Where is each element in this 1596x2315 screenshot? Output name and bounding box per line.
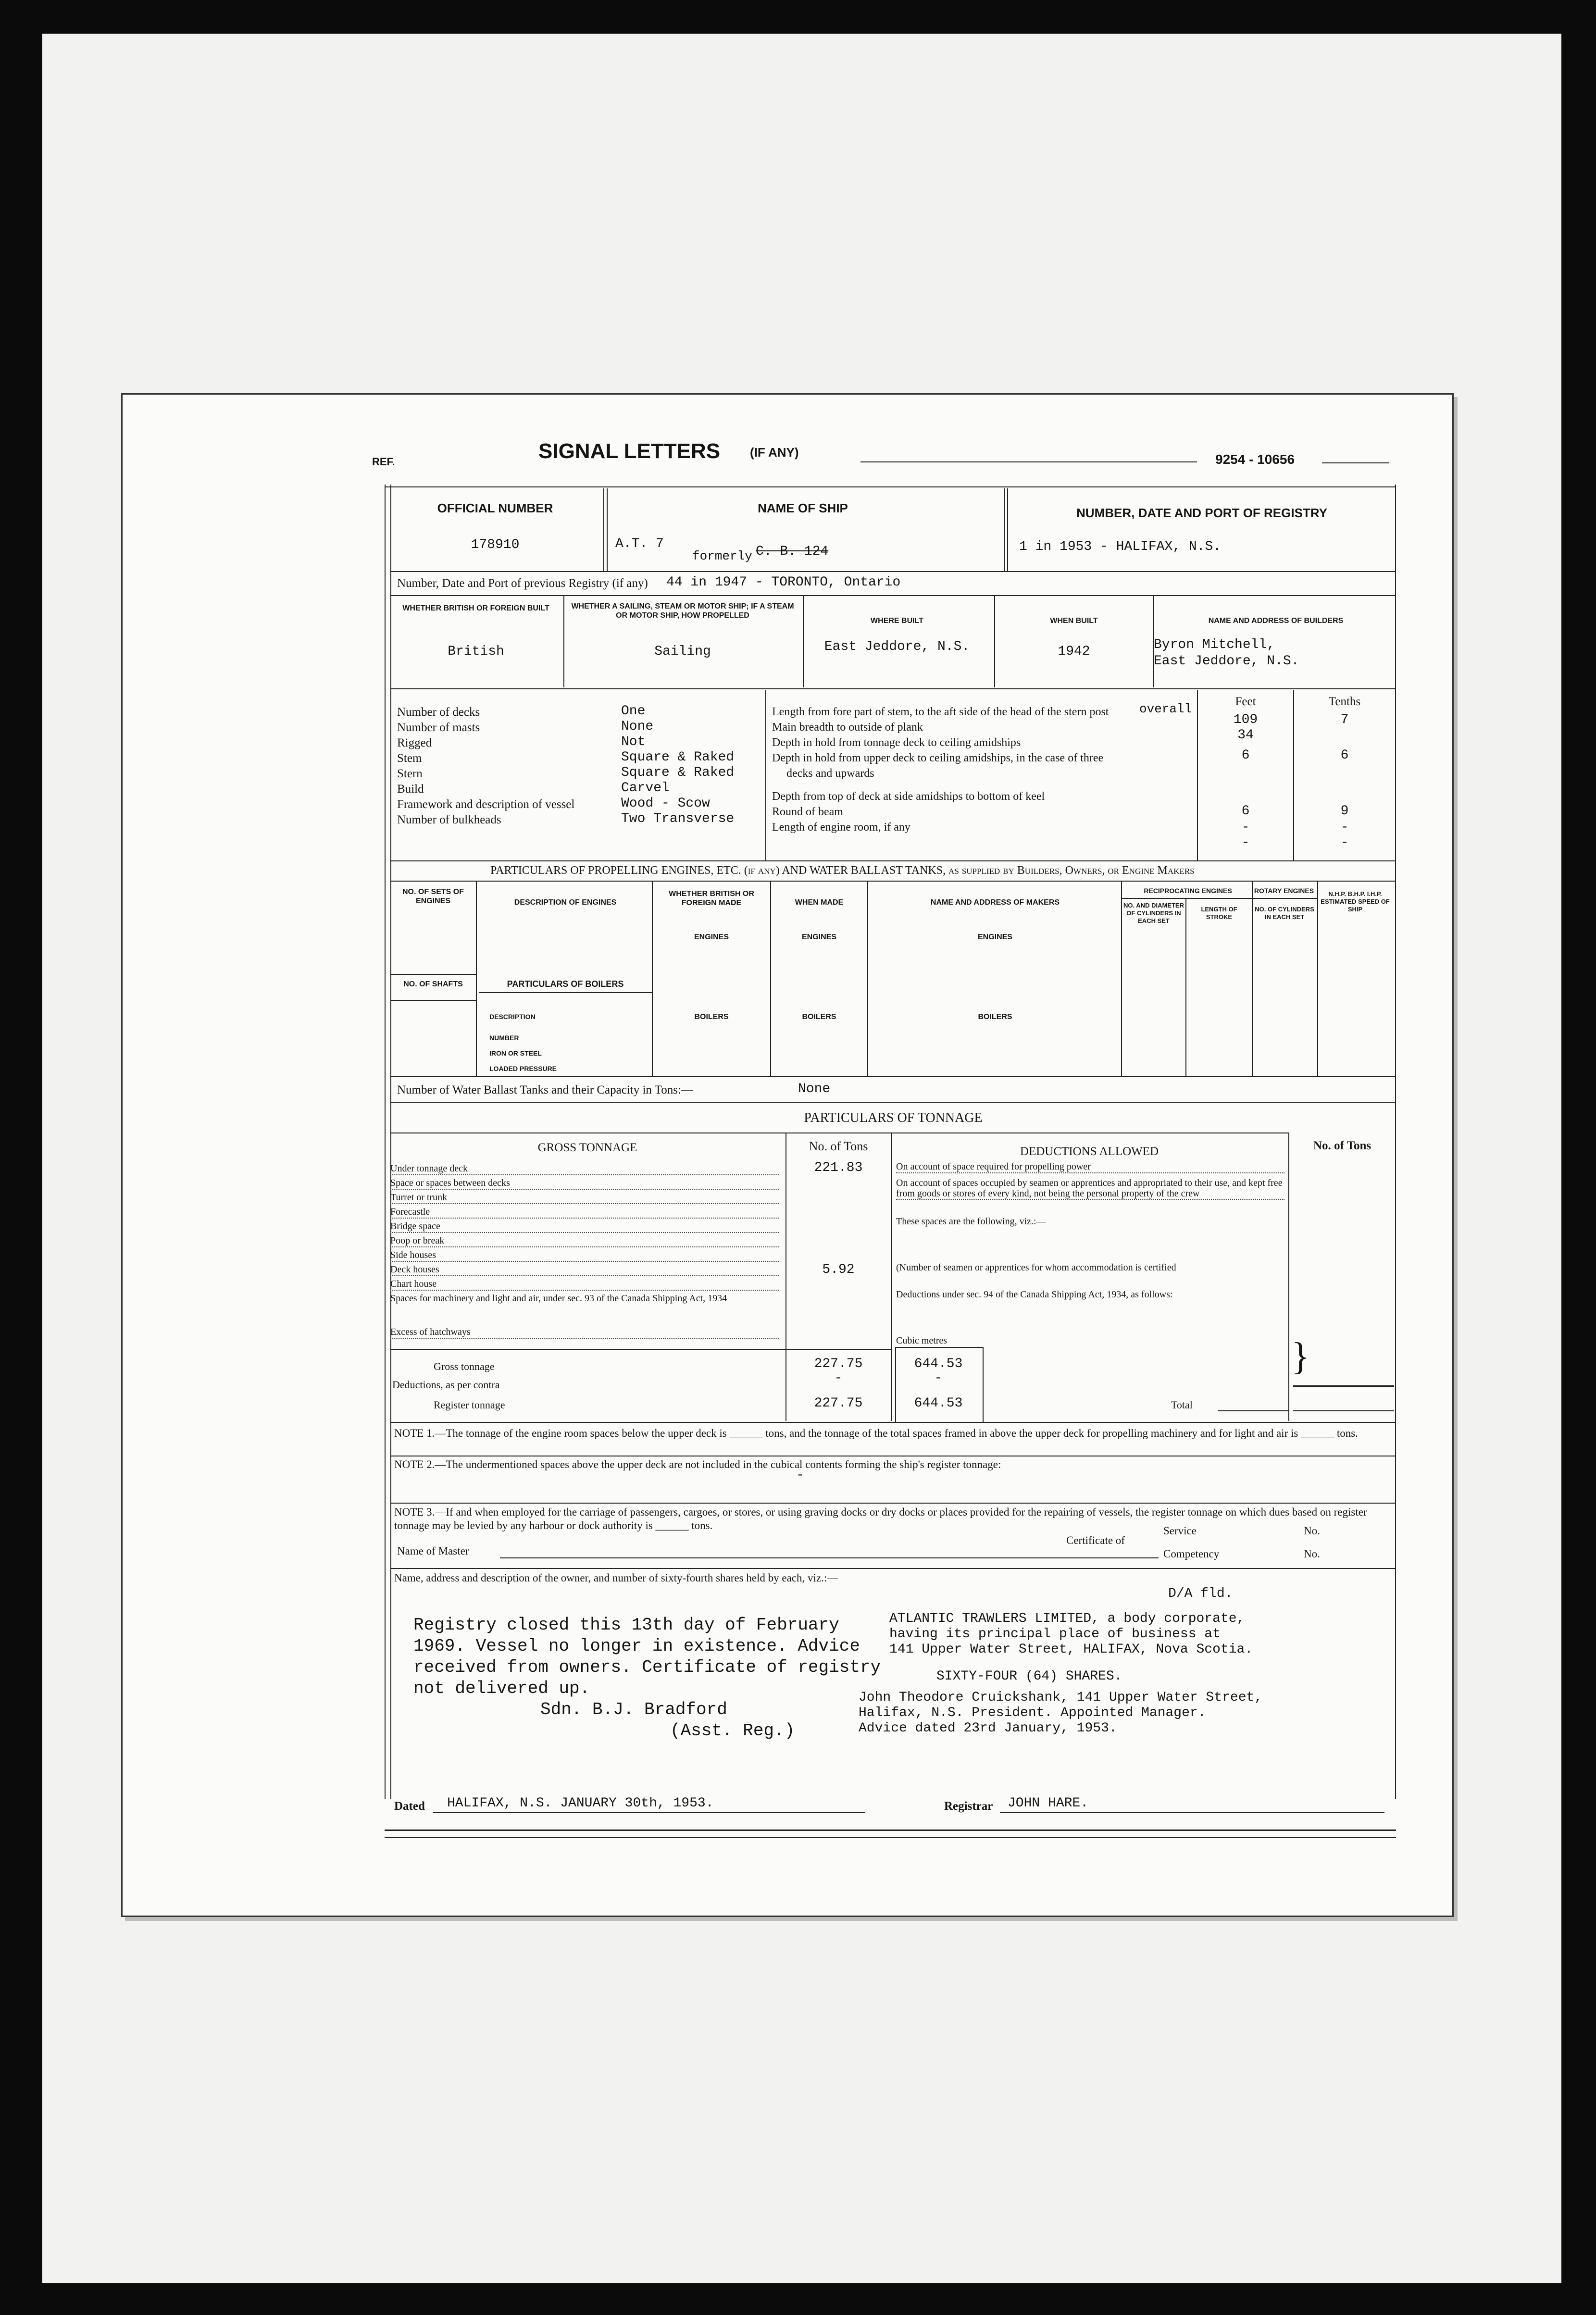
shafts-top-line [390,974,477,975]
particular-label: Number of masts [397,721,480,734]
particular-label: Framework and description of vessel [397,798,575,811]
closure-line-2: 1969. Vessel no longer in existence. Advice [413,1636,860,1656]
manager-line-3: Advice dated 23rd January, 1953. [859,1721,1117,1736]
feet-label: Feet [1235,695,1256,708]
official-number-value: 178910 [471,537,520,552]
particulars-bottom-line [390,860,1396,861]
register-tonnage-label: Register tonnage [434,1399,505,1411]
deduction-line: Deductions under sec. 94 of the Canada Shipping Act, 1934, as follows: [896,1289,1173,1300]
particulars-divider [765,690,766,860]
tenths-label: Tenths [1328,695,1361,708]
gross-item-label: Poop or break [390,1235,779,1247]
when-built-label: WHEN BUILT [1050,617,1098,625]
rotary-cyl-header: NO. OF CYLINDERS IN EACH SET [1255,906,1314,921]
engines-when-header: WHEN MADE [795,898,844,907]
header-divider-2b [1007,488,1008,571]
builders-line-1: Byron Mitchell, [1154,637,1275,652]
header-divider-2 [1004,488,1005,571]
previous-registry-line [390,595,1396,596]
registrar-line [1000,1812,1384,1813]
engines-desc-header: DESCRIPTION OF ENGINES [514,898,617,907]
engines-makers-header: NAME AND ADDRESS OF MAKERS [930,898,1060,907]
formerly-value: C. B. 124 [756,544,829,559]
port-of-registry-value: 1 in 1953 - HALIFAX, N.S. [1019,539,1222,554]
name-of-ship-value: A.T. 7 [615,536,664,551]
registrar-label: Registrar [944,1800,993,1813]
deductions-header: DEDUCTIONS ALLOWED [1020,1145,1159,1158]
right-total-rule-2 [1293,1410,1394,1411]
recip-engines-label: RECIPROCATING ENGINES [1144,887,1232,895]
particular-label: Number of decks [397,706,480,719]
engines-word-3: ENGINES [977,933,1012,941]
engines-sets-header: NO. OF SETS OF ENGINES [402,888,464,905]
tonnage-title: PARTICULARS OF TONNAGE [804,1110,983,1125]
dated-value: HALIFAX, N.S. JANUARY 30th, 1953. [447,1796,714,1811]
engines-british-header: WHETHER BRITISH OR FOREIGN MADE [669,890,754,907]
right-total-rule-1 [1293,1385,1394,1387]
build-divider-3 [994,596,995,687]
recip-cyl-header: NO. AND DIAMETER OF CYLINDERS IN EACH SET [1123,902,1184,924]
particular-label: Build [397,783,424,796]
particular-value: Two Transverse [621,811,735,826]
dimension-feet: 6 [1241,748,1250,763]
boilers-word-3: BOILERS [978,1013,1012,1021]
dimension-tenths: 9 [1340,804,1349,819]
where-built-value: East Jeddore, N.S. [824,639,970,654]
tonnage-divider-2 [891,1133,892,1421]
closure-title: (Asst. Reg.) [670,1721,795,1741]
particular-label: Rigged [397,736,432,749]
owner-shares: SIXTY-FOUR (64) SHARES. [936,1669,1122,1684]
gross-item-label: Bridge space [390,1221,779,1233]
recip-stroke-header: LENGTH OF STROKE [1201,906,1237,921]
engines-divider-2 [652,882,653,1076]
closure-line-4: not delivered up. [413,1679,590,1698]
shafts-bottom-line [390,1000,477,1001]
signal-letters-value: 9254 - 10656 [1215,452,1295,467]
master-bottom-line [390,1568,1396,1569]
dimension-feet: - [1241,835,1250,850]
official-number-label: OFFICIAL NUMBER [437,501,553,515]
rotary-engines-label: ROTARY ENGINES [1254,887,1314,895]
closure-signed: Sdn. B.J. Bradford [540,1700,727,1719]
form-bottom-border [385,1830,1396,1831]
boilers-underline [479,992,652,993]
note-2-value: - [796,1468,804,1483]
boilers-label: PARTICULARS OF BOILERS [507,979,624,989]
signal-letters-label: SIGNAL LETTERS [538,439,721,463]
boiler-field-pressure: LOADED PRESSURE [489,1065,557,1072]
gross-tonnage-total-label: Gross tonnage [434,1360,495,1372]
cubic-metres-label: Cubic metres [896,1335,948,1346]
build-divider-1 [563,596,564,687]
gross-item-label: Forecastle [390,1207,779,1219]
engines-divider-3 [770,882,771,1076]
dimension-label: Round of beam [772,806,843,818]
british-foreign-value: British [448,644,504,659]
dimension-label: Length of engine room, if any [772,821,910,834]
dimension-tenths: 7 [1340,712,1349,727]
dimension-tenths: - [1340,820,1349,835]
register-tonnage-cubic: 644.53 [914,1396,963,1411]
gross-tonnage-cubic: 644.53 [914,1357,963,1371]
total-label: Total [1171,1399,1193,1411]
registrar-value: JOHN HARE. [1008,1796,1089,1811]
register-tonnage-total: 227.75 [814,1396,863,1411]
particular-label: Stem [397,752,422,765]
builders-line-2: East Jeddore, N.S. [1154,654,1299,669]
form-left-border [385,485,386,1799]
deductions-cubic: - [934,1371,943,1386]
dimension-feet: 34 [1237,728,1254,743]
particular-value: Wood - Scow [621,796,710,811]
tons-header: No. of Tons [809,1139,868,1153]
note-3: NOTE 3.—If and when employed for the carriage of passengers, cargoes, or stores, or using graving docks or dry docks or places provided for the repairing of vessels, the register tonnage on which dues based on register tonnage may be levied by any harbour or dock authority is ______ tons. [394,1506,1367,1531]
dimension-note: overall [1139,702,1192,716]
owner-line-2: having its principal place of business at [889,1627,1221,1642]
boilers-word-2: BOILERS [802,1013,836,1021]
dimension-label: decks and upwards [786,767,874,780]
owner-label: Name, address and description of the owner, and number of sixty-fourth shares held by each, viz.:— [394,1572,838,1584]
dated-label: Dated [394,1800,425,1813]
manager-line-2: Halifax, N.S. President. Appointed Manager. [859,1705,1206,1720]
owner-line-1: ATLANTIC TRAWLERS LIMITED, a body corporate, [889,1611,1245,1626]
where-built-label: WHERE BUILT [871,617,923,625]
engines-word: ENGINES [694,933,729,941]
engines-nhp-header: N.H.P. B.H.P. I.H.P. ESTIMATED SPEED OF SHIP [1321,890,1390,913]
ballast-label: Number of Water Ballast Tanks and their Capacity in Tons:— [397,1083,693,1096]
dimension-label: Length from fore part of stem, to the aft side of the head of the stern post [772,706,1109,718]
formerly-label: formerly [692,549,752,563]
dimension-label: Main breadth to outside of plank [772,721,923,734]
deduction-line: On account of space required for propelling power [896,1161,1284,1173]
port-of-registry-label: NUMBER, DATE AND PORT OF REGISTRY [1076,506,1327,520]
previous-registry-value: 44 in 1947 - TORONTO, Ontario [666,575,901,590]
dimension-label: Depth in hold from tonnage deck to ceiling amidships [772,736,1021,749]
particular-value: None [621,719,654,734]
gross-total-top-line [390,1349,892,1350]
certificate-of-label: Certificate of [1066,1534,1125,1546]
ballast-value: None [798,1082,831,1096]
service-no-label: No. [1304,1525,1320,1537]
dimension-label: Depth from top of deck at side amidships to bottom of keel [772,790,1045,803]
dated-line [433,1812,865,1813]
engines-title: PARTICULARS OF PROPELLING ENGINES, ETC. (if any) AND WATER BALLAST TANKS, as supplied by Builders, Owners, or Engine Makers [490,864,1195,877]
da-filed-label: D/A fld. [1168,1586,1233,1601]
engines-divider-6 [1185,898,1186,1076]
closure-line-1: Registry closed this 13th day of February [413,1615,839,1635]
engines-word-2: ENGINES [801,933,836,941]
when-built-value: 1942 [1058,644,1090,659]
dimension-feet: 6 [1241,804,1250,819]
gross-item-label: Turret or trunk [390,1192,779,1204]
boiler-field-description: DESCRIPTION [489,1013,536,1021]
total-line [1218,1410,1288,1411]
engines-divider-1 [476,882,477,1076]
builders-label: NAME AND ADDRESS OF BUILDERS [1208,617,1344,625]
service-label: Service [1163,1525,1197,1537]
competency-no-label: No. [1304,1548,1320,1560]
signal-if-any: (IF ANY) [750,445,799,460]
gross-item-value-under-deck: 221.83 [814,1160,863,1175]
header-divider-1b [607,488,608,571]
gross-item-label: Excess of hatchways [390,1327,779,1339]
header-bottom-line [390,571,1396,572]
engines-divider-8 [1317,882,1318,1076]
gross-item-label: Deck houses [390,1264,779,1276]
deductions-row-label: Deductions, as per contra [392,1379,500,1391]
particular-value: Not [621,734,646,749]
ballast-line [390,1102,1396,1103]
dimension-label: Depth in hold from upper deck to ceiling amidships, in the case of three [772,752,1104,764]
dimension-feet: - [1241,820,1250,835]
particular-value: One [621,704,646,719]
owner-line-3: 141 Upper Water Street, HALIFAX, Nova Scotia. [889,1642,1253,1657]
british-foreign-label: WHETHER BRITISH OR FOREIGN BUILT [402,604,549,612]
particular-label: Stern [397,767,423,780]
engines-divider-4 [867,882,868,1076]
header-divider-1 [603,488,604,571]
sailing-steam-value: Sailing [654,644,711,659]
particular-value: Carvel [621,781,670,796]
dimension-tenths: 6 [1340,748,1349,763]
dimension-tenths: - [1340,835,1349,850]
master-line [500,1557,1159,1558]
gross-tonnage-total: 227.75 [814,1357,863,1371]
boiler-field-material: IRON OR STEEL [489,1049,542,1057]
closure-line-3: received from owners. Certificate of registry [413,1657,881,1677]
previous-registry-label: Number, Date and Port of previous Registry (if any) [397,577,648,590]
deduction-line: These spaces are the following, viz.:— [896,1216,1046,1227]
cubic-metres-box [895,1347,984,1423]
ref-label: REF. [372,456,395,468]
gross-tonnage-header: GROSS TONNAGE [537,1141,637,1154]
manager-line-1: John Theodore Cruickshank, 141 Upper Water Street, [859,1690,1263,1705]
deduction-line: (Number of seamen or apprentices for whom accommodation is certified [896,1262,1176,1273]
deductions-value: - [834,1371,843,1386]
tonnage-bottom-line [390,1422,1396,1423]
gross-item-value-deck-houses: 5.92 [822,1262,855,1277]
deduction-line: On account of spaces occupied by seamen or apprentices and appropriated to their use, and kept free from goods or stores of every kind, not being the personal property of the crew [896,1178,1284,1200]
note-1: NOTE 1.—The tonnage of the engine room spaces below the upper deck is ______ tons, and the tonnage of the total spaces framed in above the upper deck for propelling machinery and for light and air is ______ tons. [394,1427,1358,1439]
gross-item-label: Chart house [390,1279,779,1291]
deductions-bracket: } [1291,1335,1310,1378]
gross-item-label: Side houses [390,1250,779,1262]
master-label: Name of Master [397,1545,469,1557]
rotary-underline [1253,898,1317,899]
sailing-steam-label: WHETHER A SAILING, STEAM OR MOTOR SHIP; IF A STEAM OR MOTOR SHIP, HOW PROPELLED [571,602,794,620]
competency-label: Competency [1163,1548,1220,1560]
form-top-border [385,486,1396,487]
name-of-ship-label: NAME OF SHIP [758,501,848,515]
recip-underline [1122,898,1252,899]
signal-letters-line [860,461,1197,462]
gross-item-label: Spaces for machinery and light and air, under sec. 93 of the Canada Shipping Act, 1934 [390,1293,727,1304]
build-bottom-line [390,688,1396,689]
engines-title-line [390,881,1396,882]
gross-item-label: Under tonnage deck [390,1163,779,1175]
build-divider-2 [803,596,804,687]
note-2-line [390,1503,1396,1504]
gross-item-label: Space or spaces between decks [390,1178,779,1190]
form-bottom-border-inner [385,1837,1396,1838]
particular-label: Number of bulkheads [397,813,501,826]
form-right-border [1395,485,1396,1799]
signal-letters-line-2 [1322,462,1389,463]
dimension-feet: 109 [1233,712,1258,727]
particular-value: Square & Raked [621,765,735,780]
tonnage-divider-3 [1288,1133,1289,1421]
engines-bottom-line [390,1076,1396,1077]
particular-value: Square & Raked [621,750,735,765]
boiler-field-number: NUMBER [489,1034,519,1042]
note-2: NOTE 2.—The undermentioned spaces above the upper deck are not included in the cubical contents forming the ship's register tonnage: [394,1458,1001,1470]
engines-divider-5 [1121,882,1122,1076]
tons-header-right: No. of Tons [1313,1139,1372,1152]
boilers-word-1: BOILERS [694,1013,729,1021]
shafts-label: NO. OF SHAFTS [403,980,463,988]
